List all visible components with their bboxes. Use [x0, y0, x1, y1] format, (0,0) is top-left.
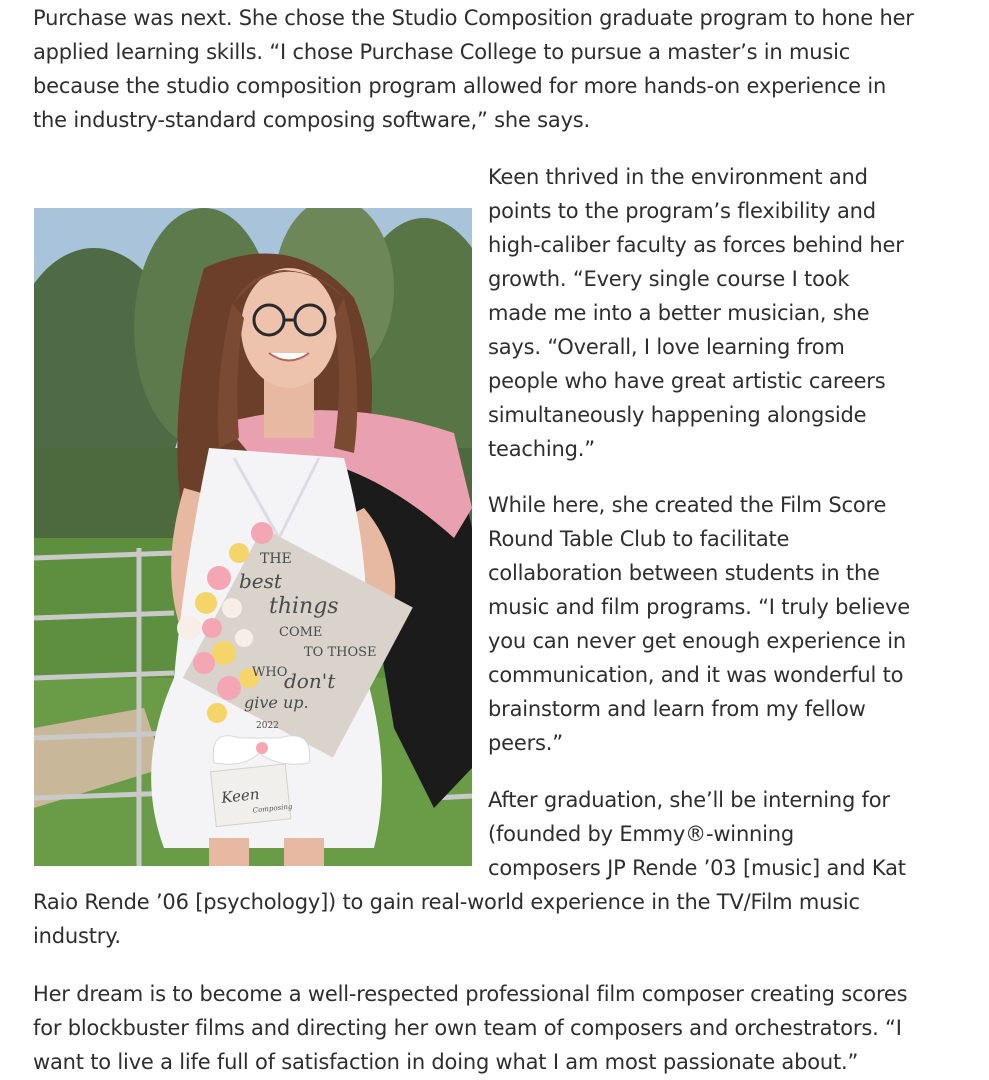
paragraph-thrived: [488, 160, 904, 466]
text-line: simultaneously happening alongside: [488, 403, 867, 427]
text-line: composers JP Rende ’03 [music] and Kat: [488, 856, 906, 880]
text-line: Raio Rende ’06 [psychology]) to gain real-world experience in the TV/Film music: [33, 890, 860, 914]
paragraph-purchase: [33, 1, 914, 137]
cap-text: WHO: [252, 665, 288, 680]
text-line: want to live a life full of satisfaction in doing what I am most passionate about.”: [33, 1050, 859, 1074]
text-line: communication, and it was wonderful to: [488, 663, 904, 687]
tag-text: Composing: [252, 802, 293, 815]
text-line: Round Table Club to facilitate: [488, 527, 790, 551]
cap-text: give up.: [244, 693, 309, 712]
text-line: While here, she created the Film Score: [488, 493, 887, 517]
cap-text: TO THOSE: [304, 645, 377, 660]
photo-illustration: [34, 208, 472, 866]
text-line: peers.”: [488, 731, 563, 755]
text-line: brainstorm and learn from my fellow: [488, 697, 866, 721]
text-line: music and film programs. “I truly believe: [488, 595, 910, 619]
text-line: teaching.”: [488, 437, 595, 461]
text-line: high-caliber faculty as forces behind her: [488, 233, 904, 257]
cap-text: THE: [260, 551, 292, 567]
text-line: says. “Overall, I love learning from: [488, 335, 845, 359]
text-line: the industry-standard composing software,” she says.: [33, 108, 591, 132]
text-line: applied learning skills. “I chose Purchase College to pursue a master’s in music: [33, 40, 851, 64]
text-line: After graduation, she’ll be interning for: [488, 788, 890, 812]
tag-text: Keen: [220, 784, 261, 807]
graduation-photo: [34, 208, 472, 866]
paragraph-graduation: [488, 783, 906, 885]
text-line: collaboration between students in the: [488, 561, 880, 585]
cap-text: things: [269, 594, 339, 619]
text-line: you can never get enough experience in: [488, 629, 907, 653]
text-line: Keen thrived in the environment and: [488, 165, 868, 189]
text-line: Purchase was next. She chose the Studio Composition graduate program to hone her: [33, 6, 914, 30]
cap-text: COME: [279, 625, 323, 640]
text-line: for blockbuster films and directing her own team of composers and orchestrators. “I: [33, 1016, 902, 1040]
cap-text: don't: [284, 669, 336, 693]
cap-text: 2022: [256, 721, 279, 731]
text-line: because the studio composition program allowed for more hands-on experience in: [33, 74, 887, 98]
text-line: (founded by Emmy®-winning: [488, 822, 795, 846]
text-line: made me into a better musician, she: [488, 301, 870, 325]
text-line: people who have great artistic careers: [488, 369, 886, 393]
text-line: industry.: [33, 924, 121, 948]
cap-text: best: [239, 569, 282, 593]
text-line: Her dream is to become a well-respected professional film composer creating scores: [33, 982, 908, 1006]
paragraph-club: [488, 488, 910, 760]
paragraph-dream: [33, 977, 907, 1079]
text-line: growth. “Every single course I took: [488, 267, 850, 291]
paragraph-graduation-continued: [33, 885, 860, 953]
text-line: points to the program’s flexibility and: [488, 199, 876, 223]
